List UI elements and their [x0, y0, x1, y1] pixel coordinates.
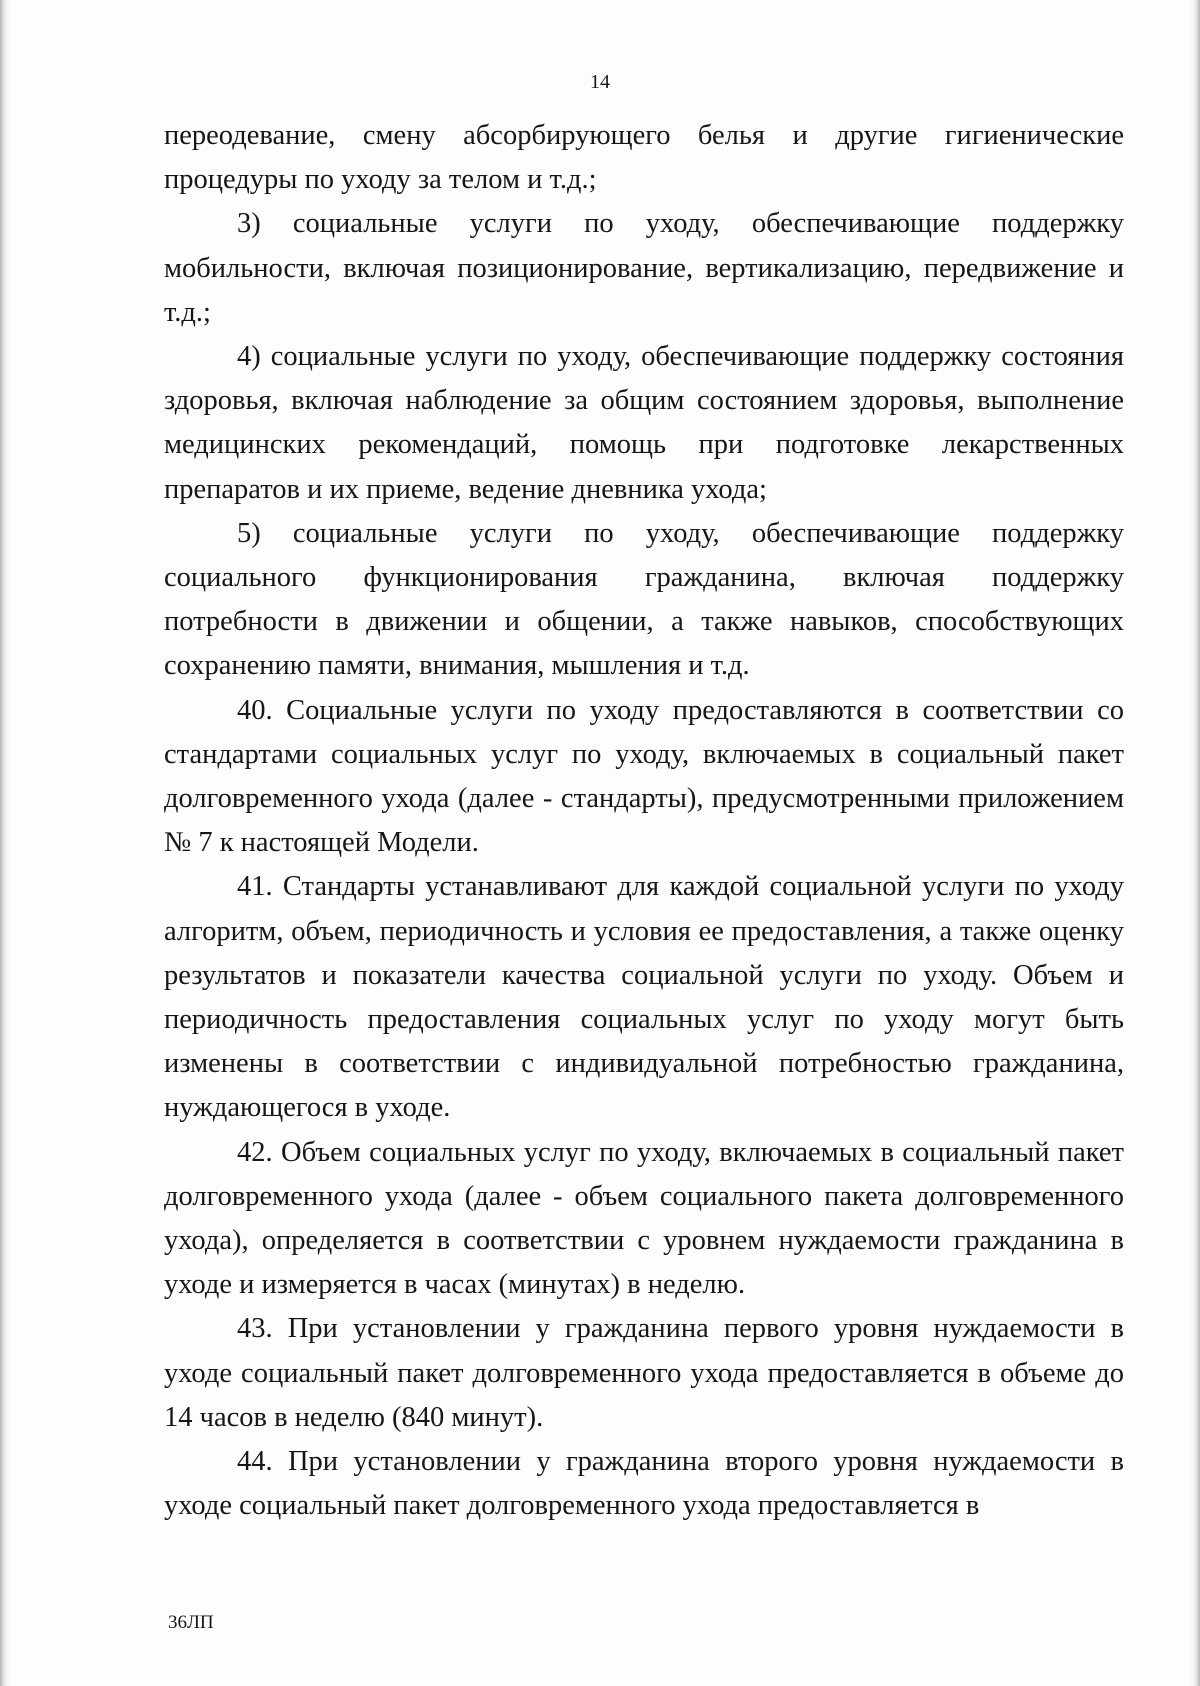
scan-edge-right: [1190, 0, 1200, 1686]
paragraph-clause-42: 42. Объем социальных услуг по уходу, включаемых в социальный пакет долговременного ухода (далее - объем социального пакета долговременного ухода), определяется в соответствии с уровнем нуждаемости гражданина в уходе и измеряется в часах (минутах) в неделю.: [164, 1136, 1124, 1301]
paragraph-item-4: 4) социальные услуги по уходу, обеспечивающие поддержку состояния здоровья, включая наблюдение за общим состоянием здоровья, выполнение медицинских рекомендаций, помощь при подготовке лекарственных препаратов и их приеме, ведение дневника ухода;: [164, 341, 1124, 505]
scan-edge-left: [0, 0, 10, 1686]
footer-document-code: 36ЛП: [168, 1612, 214, 1633]
paragraph-clause-40: 40. Социальные услуги по уходу предоставляются в соответствии со стандартами социальных услуг по уходу, включаемых в социальный пакет долговременного ухода (далее - стандарты), предусмотренными приложением № 7 к настоящей Модели.: [164, 694, 1124, 859]
paragraph-continuation: переодевание, смену абсорбирующего белья и другие гигиенические процедуры по уходу за телом и т.д.;: [164, 120, 1124, 196]
paragraph-clause-44: 44. При установлении у гражданина второго уровня нуждаемости в уходе социальный пакет долговременного ухода предоставляется в: [164, 1446, 1124, 1522]
paragraph-item-5: 5) социальные услуги по уходу, обеспечивающие поддержку социального функционирования гражданина, включая поддержку потребности в движении и общении, а также навыков, способствующих сохранению памяти, внимания, мышления и т.д.: [164, 517, 1124, 682]
paragraph-clause-43: 43. При установлении у гражданина первого уровня нуждаемости в уходе социальный пакет долговременного ухода предоставляется в объеме до 14 часов в неделю (840 минут).: [164, 1313, 1124, 1433]
page-number: 14: [590, 71, 610, 93]
paragraph-item-3: 3) социальные услуги по уходу, обеспечивающие поддержку мобильности, включая позиционирование, вертикализацию, передвижение и т.д.;: [164, 208, 1124, 328]
paragraph-clause-41: 41. Стандарты устанавливают для каждой социальной услуги по уходу алгоритм, объем, периодичность и условия ее предоставления, а также оценку результатов и показатели качества социальной услуги по уходу. Объем и периодичность предоставления социальных услуг по уходу могут быть изменены в соответствии с индивидуальной потребностью гражданина, нуждающегося в уходе.: [164, 871, 1124, 1124]
document-body: [164, 114, 1124, 1529]
